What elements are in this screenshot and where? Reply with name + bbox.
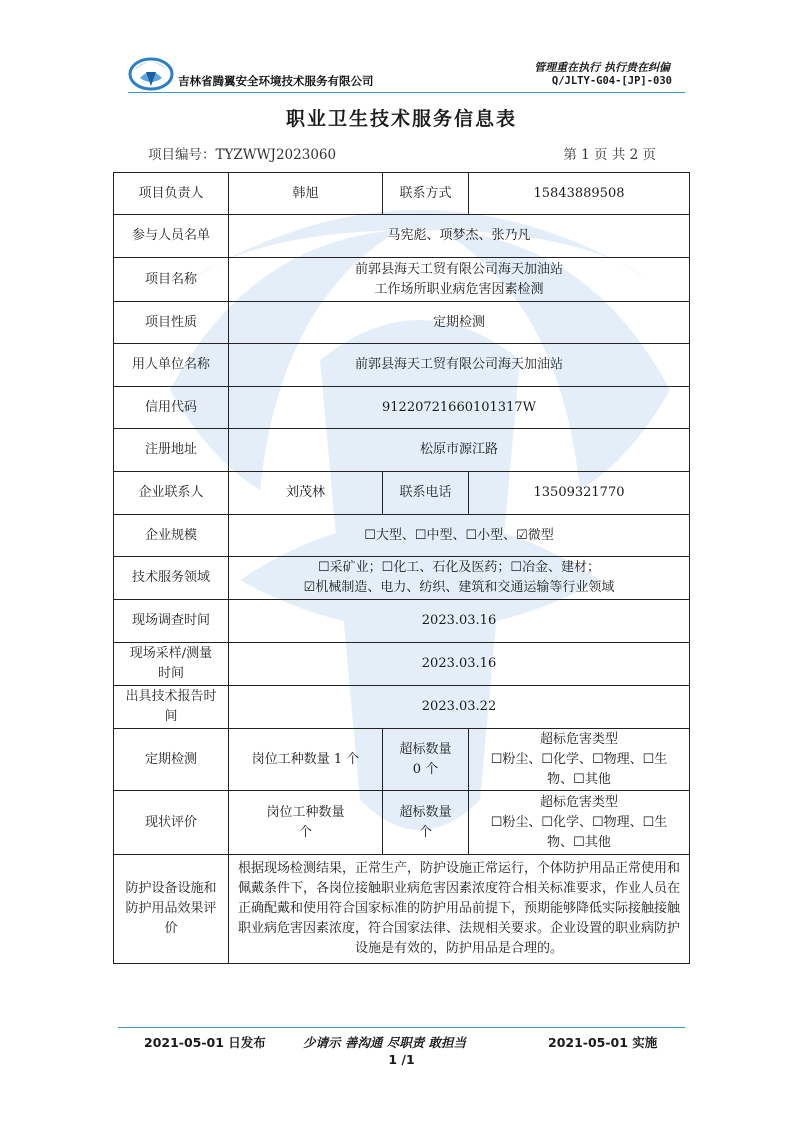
value-employer: 前郭县海天工贸有限公司海天加油站 <box>229 344 690 387</box>
label-contact: 联系方式 <box>383 173 469 215</box>
table-row <box>114 258 690 302</box>
table-row <box>114 215 690 258</box>
value-company-contact: 刘茂林 <box>229 472 383 515</box>
table-row <box>114 173 690 215</box>
protection-label-line1: 防护设备设施和 <box>125 881 217 896</box>
status-hazard-line2: 物、☐其他 <box>547 834 611 850</box>
document-header <box>0 0 803 100</box>
issue-date: 2021-05-01 日发布 <box>144 1035 266 1050</box>
table-row <box>114 344 690 387</box>
status-hazard-line1: ☐粉尘、☐化学、☐物理、☐生 <box>490 814 668 830</box>
status-posts-line2: 个 <box>298 824 312 840</box>
table-row <box>114 472 690 515</box>
periodic-exceed-label: 超标数量 <box>399 741 452 757</box>
value-survey-time: 2023.03.16 <box>229 600 690 643</box>
table-row <box>114 729 690 791</box>
table-row <box>114 686 690 729</box>
company-name: 吉林省腾翼安全环境技术服务有限公司 <box>178 74 374 88</box>
periodic-hazard-cell <box>469 729 690 791</box>
sampling-time-label-line2: 时间 <box>157 666 184 681</box>
company-logo <box>128 52 174 92</box>
value-project-name <box>229 258 690 302</box>
label-participants: 参与人员名单 <box>114 215 229 258</box>
status-posts-cell <box>229 791 383 855</box>
value-credit-code: 91220721660101317W <box>229 387 690 429</box>
protection-label-line2: 防护用品效果评 <box>125 901 217 916</box>
value-contact: 15843889508 <box>469 173 690 215</box>
table-row <box>114 557 690 600</box>
value-sampling-time: 2023.03.16 <box>229 643 690 686</box>
label-credit-code: 信用代码 <box>114 387 229 429</box>
periodic-hazard-line2: 物、☐其他 <box>547 771 611 787</box>
periodic-hazard-title: 超标危害类型 <box>539 731 618 747</box>
report-time-label-line1: 出具技术报告时 <box>125 689 217 704</box>
label-employer: 用人单位名称 <box>114 344 229 387</box>
effective-date: 2021-05-01 实施 <box>548 1035 658 1050</box>
footer-divider <box>118 1027 685 1028</box>
label-report-time <box>114 686 229 729</box>
document-code: Q/JLTY-G04-[JP]-030 <box>551 75 672 87</box>
project-number: 项目编号：TYZWWJ2023060 <box>148 147 337 163</box>
label-company-size: 企业规模 <box>114 515 229 557</box>
label-protection-evaluation <box>114 855 229 964</box>
table-row <box>114 600 690 643</box>
page-title: 职业卫生技术服务信息表 <box>285 108 517 130</box>
info-table <box>113 172 690 964</box>
page-number: 1 /1 <box>388 1052 415 1067</box>
protection-label-line3: 价 <box>164 921 178 936</box>
label-project-nature: 项目性质 <box>114 302 229 344</box>
status-exceed-value: 个 <box>418 824 432 840</box>
sampling-time-label-line1: 现场采样/测量 <box>129 646 213 661</box>
value-service-field <box>229 557 690 600</box>
label-periodic-detection: 定期检测 <box>114 729 229 791</box>
value-project-nature: 定期检测 <box>229 302 690 344</box>
label-survey-time: 现场调查时间 <box>114 600 229 643</box>
label-status-evaluation: 现状评价 <box>114 791 229 855</box>
table-row <box>114 429 690 472</box>
table-row <box>114 643 690 686</box>
value-protection-evaluation: 根据现场检测结果，正常生产，防护设施正常运行，个体防护用品正常使用和佩戴条件下，各岗位接触职业病危害因素浓度符合相关标准要求，作业人员在正确配戴和使用符合国家标准的防护用品前提下，预期能够降低实际接触接触职业病危害因素浓度，符合国家法律、法规相关要求。企业设置的职业病防护设施是有效的，防护用品是合理的。 <box>229 855 690 964</box>
service-field-line1: ☐采矿业；☐化工、石化及医药；☐冶金、建材； <box>318 560 600 575</box>
value-periodic-posts: 岗位工种数量 1 个 <box>229 729 383 791</box>
label-project-leader: 项目负责人 <box>114 173 229 215</box>
label-phone: 联系电话 <box>383 472 469 515</box>
periodic-exceed-value: 0 个 <box>412 761 439 777</box>
service-field-line2: ☑机械制造、电力、纺织、建筑和交通运输等行业领域 <box>303 580 615 595</box>
table-row <box>114 302 690 344</box>
table-row <box>114 855 690 964</box>
status-hazard-title: 超标危害类型 <box>539 794 618 810</box>
project-name-line1: 前郭县海天工贸有限公司海天加油站 <box>354 261 563 277</box>
label-sampling-time <box>114 643 229 686</box>
value-company-size: ☐大型、☐中型、☐小型、☑微型 <box>229 515 690 557</box>
status-exceed-label: 超标数量 <box>399 804 452 820</box>
value-phone: 13509321770 <box>469 472 690 515</box>
table-row <box>114 387 690 429</box>
periodic-hazard-line1: ☐粉尘、☐化学、☐物理、☐生 <box>490 751 668 767</box>
report-time-label-line2: 间 <box>164 709 178 724</box>
project-name-line2: 工作场所职业病危害因素检测 <box>374 281 544 297</box>
table-row <box>114 791 690 855</box>
value-address: 松原市源江路 <box>229 429 690 472</box>
page-indicator: 第 1 页 共 2 页 <box>563 147 656 163</box>
value-report-time: 2023.03.22 <box>229 686 690 729</box>
status-hazard-cell <box>469 791 690 855</box>
label-address: 注册地址 <box>114 429 229 472</box>
table-row <box>114 515 690 557</box>
header-divider <box>128 92 685 93</box>
label-service-field: 技术服务领域 <box>114 557 229 600</box>
footer-motto: 少请示 善沟通 尽职责 敢担当 <box>303 1035 467 1050</box>
periodic-exceed-cell <box>383 729 469 791</box>
value-participants: 马宪彪、项梦杰、张乃凡 <box>229 215 690 258</box>
label-project-name: 项目名称 <box>114 258 229 302</box>
label-company-contact: 企业联系人 <box>114 472 229 515</box>
value-project-leader: 韩旭 <box>229 173 383 215</box>
status-posts-line1: 岗位工种数量 <box>266 804 345 820</box>
header-slogan: 管理重在执行 执行贵在纠偏 <box>534 61 670 74</box>
status-exceed-cell <box>383 791 469 855</box>
